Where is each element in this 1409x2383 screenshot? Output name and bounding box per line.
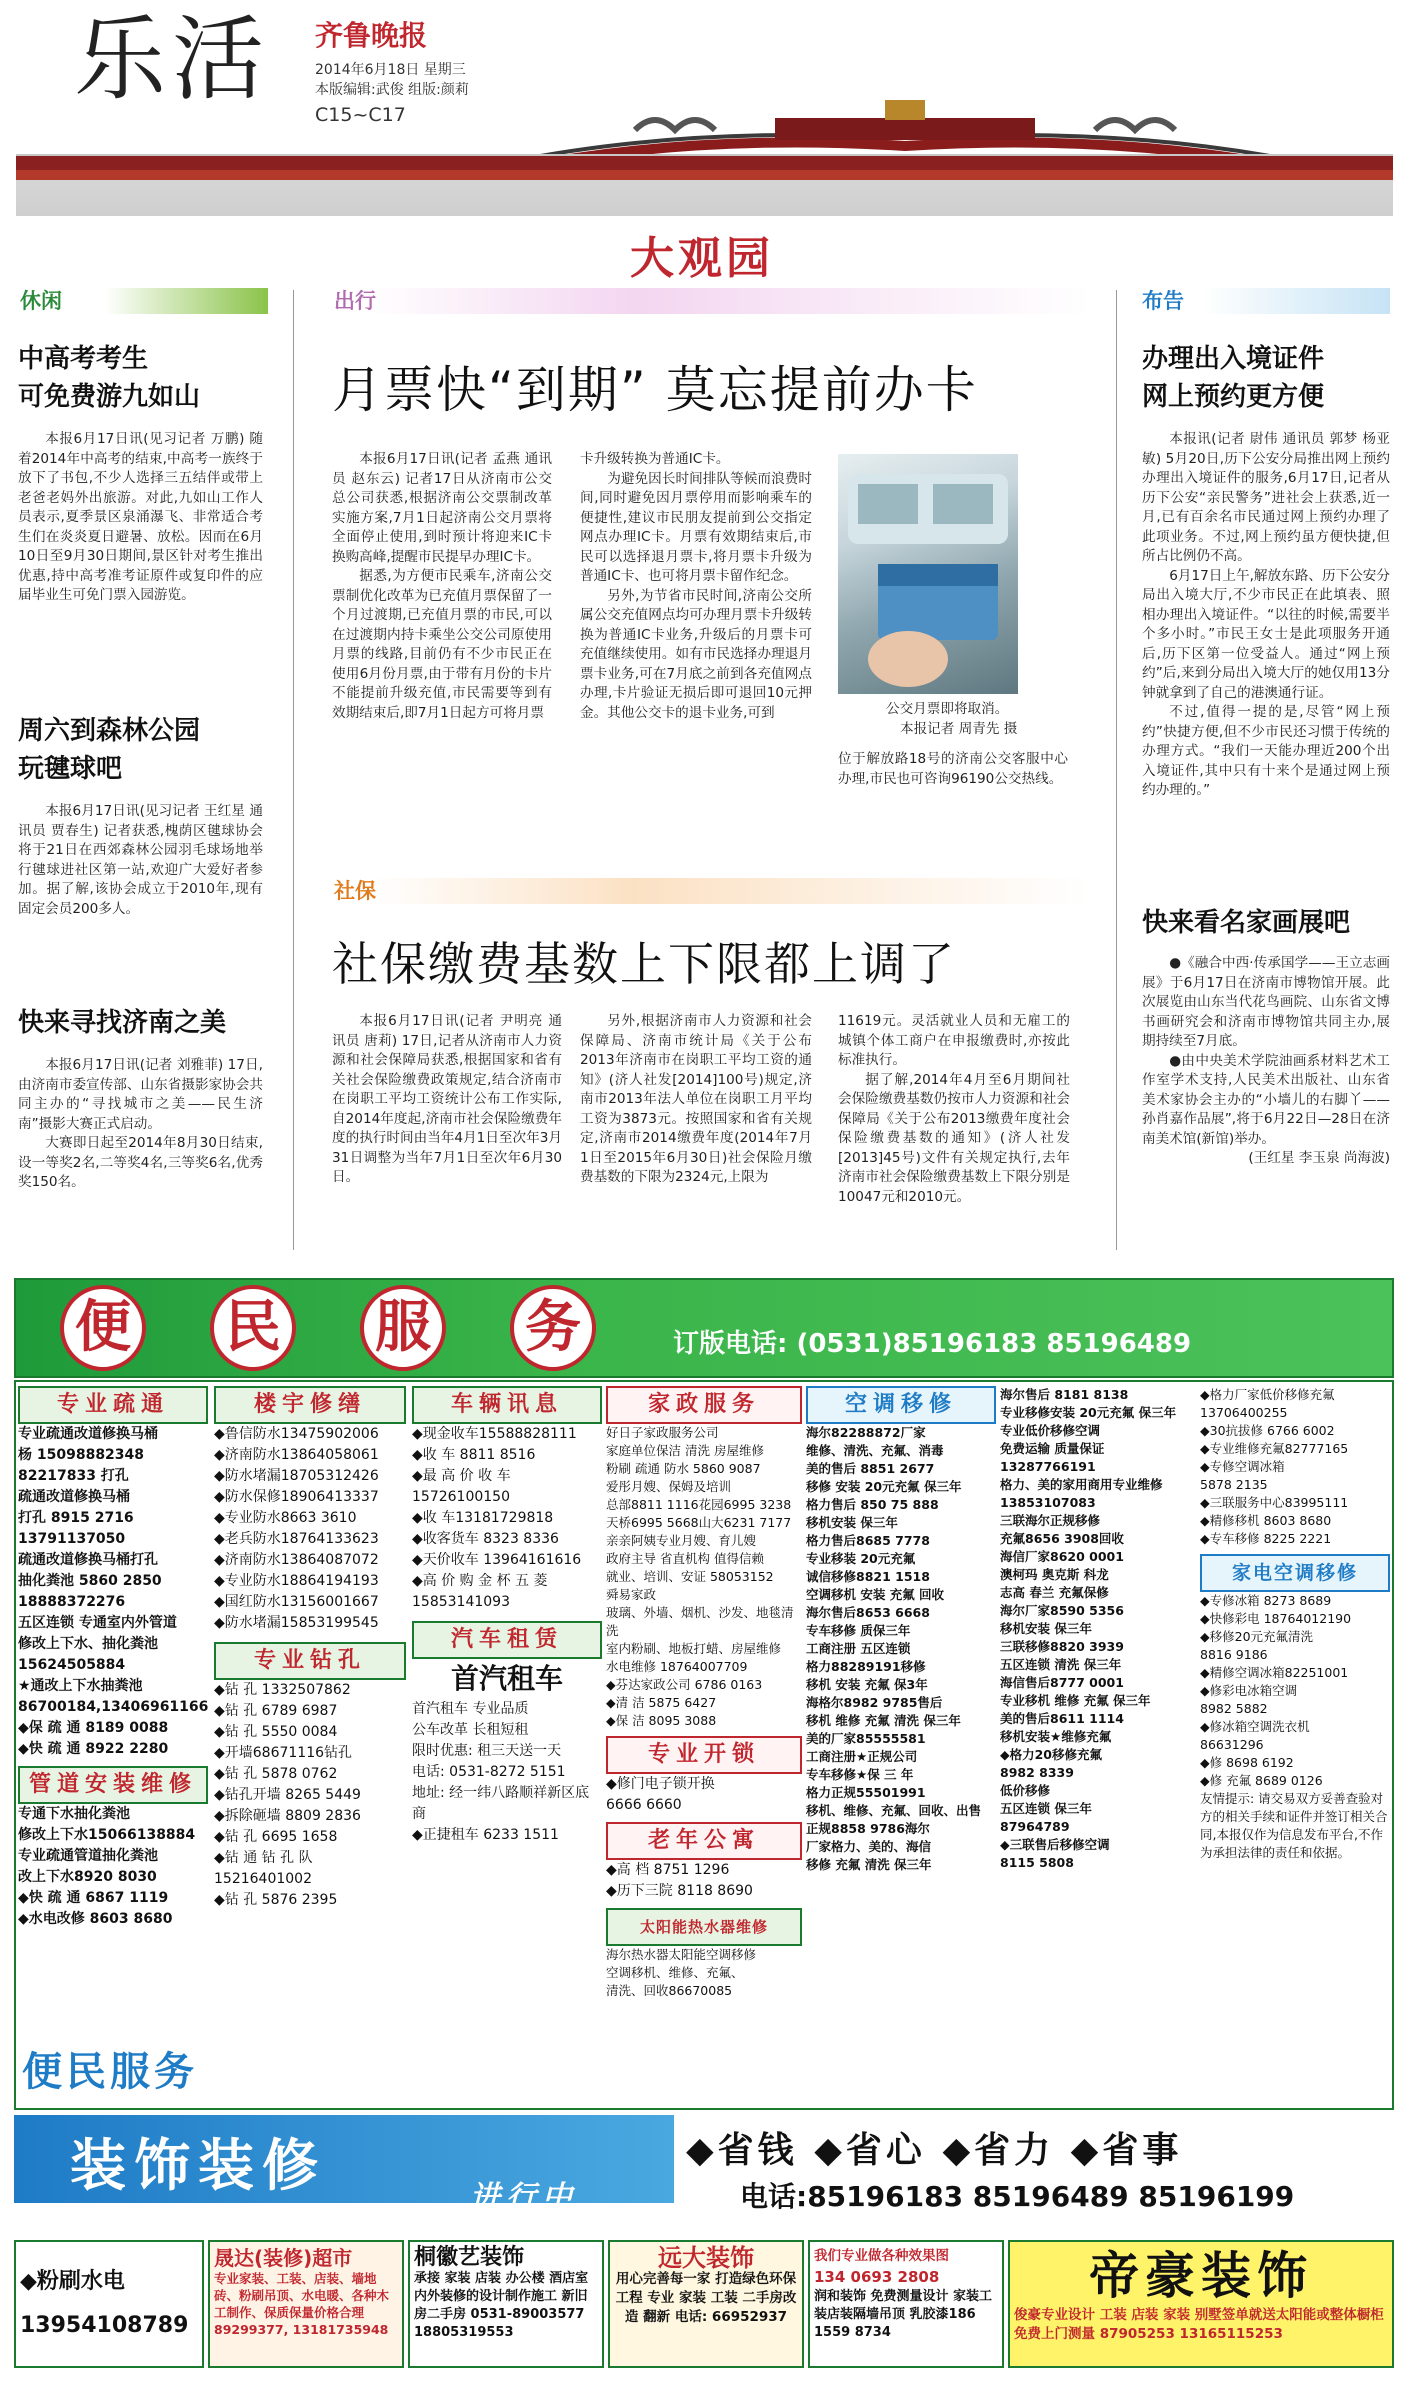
ad-line: ◆收 车13181729818 [412, 1510, 554, 1526]
ad-line: 15216401002 [214, 1871, 312, 1887]
ad-line: 免费运输 质量保证 [1000, 1441, 1105, 1456]
ad-line: ◆专修空调冰箱 [1200, 1459, 1285, 1474]
ad-line: 维修、清洗、充氟、消毒 [806, 1443, 944, 1458]
ad-line: 美的售后8611 1114 [1000, 1711, 1124, 1726]
ad-title: 帝豪装饰 [1089, 2246, 1313, 2305]
column-head: 楼宇修缮 [214, 1386, 406, 1424]
ad-column-louyu [214, 1386, 406, 1911]
ad-line: 限时优惠: 租三天送一天 [412, 1743, 562, 1759]
ad-line: 诚信移修8821 1518 [806, 1569, 930, 1584]
ad-line: ◆修冰箱空调洗衣机 [1200, 1719, 1310, 1734]
ad-line: 8115 5808 [1000, 1855, 1074, 1870]
ad-line: 移机、维修、充氟、回收、出售 [806, 1803, 982, 1818]
ad-line: 工商注册★正规公司 [806, 1749, 918, 1764]
ad-line: ◆专车移修 8225 2221 [1200, 1531, 1332, 1546]
ad-line: 修改上下水15066138884 [18, 1827, 196, 1843]
column-head: 专业钻孔 [214, 1642, 406, 1680]
section-title: 乐活 [74, 6, 271, 113]
ad-line: ◆钻 通 钻 孔 队 [214, 1850, 313, 1866]
ad-line: 格力正规55501991 [806, 1785, 926, 1800]
eave-pattern [16, 156, 1393, 216]
ad-line: 8982 8339 [1000, 1765, 1074, 1780]
ad-line: ◆济南防水13864087072 [214, 1552, 379, 1568]
ad-title: 晟达(装修)超市 [214, 2246, 353, 2270]
ad-line: 亲亲阿姨专业月嫂、育儿嫂 [606, 1533, 757, 1548]
article-body: 11619元。灵活就业人员和无雇工的城镇个体工商户在申报缴费时,亦按此标准执行。 [838, 1013, 1070, 1068]
ad-list [1200, 1592, 1390, 1862]
ad-column-jiadian [1200, 1386, 1390, 1862]
ad-line: ◆保 疏 通 8189 0088 [18, 1720, 169, 1736]
ad-line: ◆高 价 购 金 杯 五 菱 [412, 1573, 548, 1589]
ad-line: 专车移修 质保三年 [806, 1623, 911, 1638]
column-divider [1116, 290, 1117, 1250]
ad-line: 疏通改道修换马桶打孔 [18, 1552, 158, 1568]
ad-line: ◆老兵防水18764133623 [214, 1531, 379, 1547]
ad-column-kongtiao-2 [1000, 1386, 1196, 1872]
ad-line: 疏通改道修换马桶 [18, 1489, 130, 1505]
decoration-subtitle: 进行中 [470, 2180, 578, 2215]
article-body: 本报讯(记者 尉伟 通讯员 郭梦 杨亚敏) 5月20日,历下公安分局推出网上预约办理出入境证件的服务,6月17日,记者从历下公安“亲民警务”进社会上获悉,近一月,已有百余名市民通过网上预约办理了此项业务。不过,网上预约虽方便快捷,但所占比例仍不高。 [1142, 431, 1390, 564]
ad-shengda [208, 2240, 404, 2368]
ad-line: 5878 2135 [1200, 1477, 1268, 1492]
ad-line: 13791137050 [18, 1531, 126, 1547]
ad-body: 用心完善每一家 打造绿色环保工程 专业 家装 工装 二手房改造 翻新 电话: 66952937 [615, 2271, 797, 2325]
article-credit: (王红星 李玉泉 尚海波) [1248, 1150, 1390, 1166]
ad-list [18, 1424, 208, 1760]
ad-line: ◆专业维修充氟82777165 [1200, 1441, 1349, 1456]
ad-list [606, 1774, 802, 1816]
main-col3 [838, 750, 1068, 789]
main-col2 [580, 450, 812, 723]
main-col1 [332, 450, 552, 723]
column-head: 太阳能热水器维修 [606, 1908, 802, 1946]
ad-line: ◆水电改修 8603 8680 [18, 1911, 173, 1927]
ad-line: 专业疏通管道抽化粪池 [18, 1848, 158, 1864]
ad-line: ◆济南防水13864058061 [214, 1447, 379, 1463]
headline-line: 快来寻找济南之美 [18, 1008, 227, 1038]
ad-line: 正规8858 9786海尔 [806, 1821, 930, 1836]
ad-line: 专车移修★保 三 年 [806, 1767, 914, 1782]
ad-line: 打孔 8915 2716 [18, 1510, 134, 1526]
ad-line: 移机安装 保三年 [1000, 1621, 1092, 1636]
ad-line: 澳柯玛 奥克斯 科龙 [1000, 1567, 1109, 1582]
ad-line: ◆修彩电冰箱空调 [1200, 1683, 1298, 1698]
ad-line: ◆钻 孔 5878 0762 [214, 1766, 338, 1782]
ad-line: ◆现金收车15588828111 [412, 1426, 577, 1442]
ad-line: ◆钻 孔 5876 2395 [214, 1892, 338, 1908]
ad-phone: 134 0693 2808 [814, 2268, 940, 2286]
ad-line: ◆防水堵漏18705312426 [214, 1468, 379, 1484]
section-xiuxian: 休闲 [16, 288, 268, 314]
ad-fenshua [14, 2240, 204, 2368]
ad-column-jiazheng [606, 1386, 802, 2000]
ad-line: 低价移修 [1000, 1783, 1051, 1798]
ad-line: 玻璃、外墙、烟机、沙发、地毯清洗 [606, 1605, 794, 1638]
ad-line: 家庭单位保洁 清洗 房屋维修 [606, 1443, 764, 1458]
ad-line: ◆钻 孔 5550 0084 [214, 1724, 338, 1740]
ad-line: 专业移修安装 20元充氟 保三年 [1000, 1405, 1177, 1420]
ad-line: ◆钻 孔 6789 6987 [214, 1703, 338, 1719]
ad-line: ◆防水保修18906413337 [214, 1489, 379, 1505]
ad-body: 润和装饰 免费测量设计 家装工装店装隔墙吊顶 乳胶漆186 1559 8734 [814, 2289, 993, 2340]
ad-body: 专业家装、工装、店装、墙地砖、粉刷吊顶、水电暖、各种木工制作、保质保量价格合理 89299377, 13181735948 [214, 2271, 390, 2337]
ad-line: ◆历下三院 8118 8690 [606, 1883, 753, 1899]
ad-line: ◆收 车 8811 8516 [412, 1447, 536, 1463]
bus-card-photo [838, 454, 1018, 694]
ad-line: ◆收客货车 8323 8336 [412, 1531, 559, 1547]
article-body: 据了解,2014年4月至6月期间社会保险缴费基数仍按市人力资源和社会保障局《关于公布2013缴费年度社会保险缴费基数的通知》(济人社发[2013]45号)文件有关规定执行,去年济南市社会保险缴费基数上下限分别是10047元和2010元。 [838, 1071, 1070, 1205]
article-body: 卡升级转换为普通IC卡。 [580, 451, 730, 467]
ad-line: 87964789 [1000, 1819, 1070, 1834]
article-jianqiu [18, 712, 263, 919]
article-huazhan [1142, 904, 1390, 1169]
ad-line: 13853107083 [1000, 1495, 1096, 1510]
ad-line: 格力88289191移修 [806, 1659, 926, 1674]
ad-line: 82217833 打孔 [18, 1468, 129, 1484]
headline-line: 中高考考生 [18, 344, 149, 374]
ad-line: 友情提示: 请交易双方妥善查验对方的相关手续和证件并签订相关合同,本报仅作为信息发布平台,不作为承担法律的责任和依据。 [1200, 1791, 1388, 1860]
ad-line: ◆国红防水13156001667 [214, 1594, 379, 1610]
article-body: 位于解放路18号的济南公交客服中心办理,市民也可咨询96190公交热线。 [838, 751, 1068, 787]
ad-line: 舜易家政 [606, 1587, 657, 1602]
column-head: 车辆讯息 [412, 1386, 602, 1424]
article-body: 另外,根据济南市人力资源和社会保障局、济南市统计局《关于公布2013年济南市在岗职工平均工资的通知》(济人社发[2014]100号)规定,济南市2013年法人单位在岗职工月平均工资为3873元。按照国家和省有关规定,济南市2014缴费年度(2014年7月1日至2015年6月30日)社会保险月缴费基数的下限为2324元,上限为 [580, 1013, 812, 1185]
ad-line: 移修 安装 20元充氟 保三年 [806, 1479, 962, 1494]
ad-line: 专通下水抽化粪池 [18, 1806, 130, 1822]
ad-line: ◆移修20元充氟清洗 [1200, 1629, 1314, 1644]
shebao-headline: 社保缴费基数上下限都上调了 [332, 937, 956, 991]
ad-list [412, 1699, 602, 1846]
ad-line: ◆格力厂家低价移修充氟 [1200, 1387, 1335, 1402]
ad-line: 移机 维修 充氟 清洗 保三年 [806, 1713, 961, 1728]
ad-line: 15853141093 [412, 1594, 510, 1610]
article-body: 本报6月17日讯(记者 尹明亮 通讯员 唐莉) 17日,记者从济南市人力资源和社会保障局获悉,根据国家和省有关社会保险缴费政策规定,结合济南市在岗职工平均工资统计公布工作实际,自2014年度起,济南市社会保险缴费年度的执行时间由当年4月1日至次年3月31日调整为当年7月1日至次年6月30日。 [332, 1013, 562, 1185]
headline-line: 玩毽球吧 [18, 754, 123, 784]
headline-line: 办理出入境证件 [1142, 344, 1325, 374]
ad-line: 清洗、回收86670085 [606, 1983, 733, 1998]
article-body: 本报6月17日讯(见习记者 王红星 通讯员 贾春生) 记者获悉,槐荫区毽球协会将于21日在西郊森林公园羽毛球场地举行毽球进社区第一站,欢迎广大爱好者参加。据了解,该协会成立于2010年,现有固定会员200多人。 [18, 803, 263, 917]
headline-line: 周六到森林公园 [18, 716, 201, 746]
ad-line: ◆专业防水18864194193 [214, 1573, 379, 1589]
ad-line: 改上下水8920 8030 [18, 1869, 157, 1885]
column-divider [293, 290, 294, 1250]
ad-dihao [1008, 2240, 1394, 2368]
ad-line: ◆拆除砸墙 8809 2836 [214, 1808, 361, 1824]
shebao-col3 [838, 1012, 1070, 1207]
ad-line: ◆专修冰箱 8273 8689 [1200, 1593, 1332, 1608]
column-head: 空调移修 [806, 1386, 996, 1424]
ad-line: 粉刷 疏通 防水 5860 9087 [606, 1461, 761, 1476]
ad-line: 格力售后8685 7778 [806, 1533, 930, 1548]
title-char: 服 [360, 1285, 446, 1371]
ad-line: ◆最 高 价 收 车 [412, 1468, 511, 1484]
page-range: C15~C17 [315, 104, 406, 126]
ad-line: 专业低价移修空调 [1000, 1423, 1101, 1438]
ad-line: 海尔售后 8181 8138 [1000, 1387, 1129, 1402]
ad-line: 海尔热水器太阳能空调移修 [606, 1947, 757, 1962]
ad-list [806, 1424, 996, 1874]
ad-line: ◆精修移机 8603 8680 [1200, 1513, 1332, 1528]
title-char: 便 [60, 1285, 146, 1371]
ad-line: ★通改上下水抽粪池 [18, 1678, 143, 1694]
ad-title: 桐徽艺装饰 [414, 2245, 525, 2270]
article-body: ●《融合中西·传承国学——王立志画展》于6月17日在济南市博物馆开展。此次展览由山东当代花鸟画院、山东省文博书画研究会和济南市博物馆共同主办,展期持续至7月底。 [1142, 955, 1390, 1049]
ad-line: 海信厂家8620 0001 [1000, 1549, 1124, 1564]
article-jinanzhimei [18, 1004, 263, 1193]
ad-line: 三联移修8820 3939 [1000, 1639, 1124, 1654]
car-rental-brand: 首汽租车 [450, 1662, 563, 1695]
ad-line: ◆快 疏 通 6867 1119 [18, 1890, 169, 1906]
issue-date: 2014年6月18日 星期三 [315, 62, 466, 78]
ad-line: 13287766191 [1000, 1459, 1096, 1474]
ad-line: 工商注册 五区连锁 [806, 1641, 911, 1656]
editors: 本版编辑:武俊 组版:颜莉 [315, 82, 469, 98]
ad-line: 15624505884 [18, 1657, 126, 1673]
ad-line: ◆三联服务中心83995111 [1200, 1495, 1349, 1510]
article-body: ●由中央美术学院油画系材料艺术工作室学术支持,人民美术出版社、山东省美术家协会主办的“小墙儿的右脚丫——孙肖嘉作品展”,将于6月22日—28日在济南美术馆(新馆)举办。 [1142, 1052, 1390, 1147]
ad-line: 电话: 0531-8272 5151 [412, 1764, 566, 1780]
shebao-col2 [580, 1012, 812, 1188]
ad-line: ◆快修彩电 18764012190 [1200, 1611, 1352, 1626]
ad-line: 修改上下水、抽化粪池 [18, 1636, 158, 1652]
article-body: 据悉,为方便市民乘车,济南公交票制优化改革为已充值月票保留了一个月过渡期,已充值月票的市民,可以在过渡期内持卡乘坐公交公司原使用月票的线路,目前仍有不少市民正在使用6月份月票,由于带有月份的卡片不能提前升级充值,市民需要等到有效期结束后,即7月1日起方可将月票 [332, 568, 552, 721]
ad-line: 美的售后 8851 2677 [806, 1461, 935, 1476]
paper-logo: 齐鲁晚报 [315, 19, 428, 52]
ad-line: ◆钻 孔 6695 1658 [214, 1829, 338, 1845]
ad-line: 杨 15098882348 [18, 1447, 145, 1463]
ad-line: 总部8811 1116花园6995 3238 [606, 1497, 792, 1512]
section-bugao: 布告 [1138, 288, 1390, 314]
ad-title: 远大装饰 [658, 2244, 754, 2272]
article-body: 本报6月17日讯(记者 孟燕 通讯员 赵东云) 记者17日从济南市公交总公司获悉,根据济南公交票制改革实施方案,7月1日起济南公交月票将全面停止使用,到时预计将迎来IC卡换购高峰,提醒市民提早办理IC卡。 [332, 451, 552, 565]
ad-line: 移机 安装 充氟 保3年 [806, 1677, 928, 1692]
ad-line: 首汽租车 专业品质 [412, 1701, 529, 1717]
ad-column-kongtiao [806, 1386, 996, 1874]
article-body: 6月17日上午,解放东路、历下公安分局出入境大厅,不少市民正在此填表、照相办理出入境证件。“以往的时候,需要半个多小时。”市民王女士是此项服务开通后,历下区第一位受益人。通过“网上预约”后,来到分局出入境大厅的她仅用13分钟就拿到了自己的港澳通行证。 [1142, 567, 1390, 701]
column-head: 汽车租赁 [412, 1621, 602, 1659]
ad-line: 海信售后8777 0001 [1000, 1675, 1124, 1690]
ad-line: 8982 5882 [1200, 1701, 1268, 1716]
ad-line: ◆钻孔开墙 8265 5449 [214, 1787, 361, 1803]
photo-caption: 公交月票即将取消。 [886, 701, 1009, 717]
ad-line: 海尔82288872厂家 [806, 1425, 926, 1440]
ad-line: 五区连锁 清洗 保三年 [1000, 1657, 1122, 1672]
ad-line: ◆芬达家政公司 6786 0163 [606, 1677, 763, 1692]
ad-line: 抽化粪池 5860 2850 [18, 1573, 162, 1589]
article-body: 为避免因长时间排队等候而浪费时间,同时避免因月票停用而影响乘车的便捷性,建议市民朋友提前到公交指定网点办理IC卡。月票有效期结束后,市民可以选择退月票卡,将月票卡升级为普通IC卡、也可将月票卡留作纪念。 [580, 470, 812, 584]
article-body: 不过,值得一提的是,尽管“网上预约”快捷方便,但不少市民还习惯于传统的办理方式。“我们一天能办理近200个出入境证件,其中只有十来个是通过网上预约办理的。” [1142, 704, 1390, 798]
ad-line: ◆鲁信防水13475902006 [214, 1426, 379, 1442]
ad-line: 专业疏通改道修换马桶 [18, 1426, 158, 1442]
ad-line: 8816 9186 [1200, 1647, 1268, 1662]
ad-line: ◆修 8698 6192 [1200, 1755, 1294, 1770]
ad-list [214, 1424, 406, 1634]
main-headline: 月票快“到期” 莫忘提前办卡 [332, 361, 978, 419]
ad-list [18, 1804, 208, 1930]
headline-line: 快来看名家画展吧 [1142, 908, 1351, 938]
ad-line: 86700184,13406961166 [18, 1699, 209, 1715]
ad-line: 15726100150 [412, 1489, 510, 1505]
classified-footer-tag: 便民服务 [22, 2048, 198, 2095]
column-head: 专业开锁 [606, 1736, 802, 1774]
ad-list [1000, 1386, 1196, 1872]
column-head: 专业疏通 [18, 1386, 208, 1424]
ad-line: ◆清 洁 5875 6427 [606, 1695, 717, 1710]
ad-list [606, 1860, 802, 1902]
ad-column-cheliang [412, 1386, 602, 1846]
ad-column-shutong [18, 1386, 208, 1930]
ad-line: 海尔厂家8590 5356 [1000, 1603, 1124, 1618]
ad-list [214, 1680, 406, 1911]
ad-yuanda [608, 2240, 804, 2368]
article-body: 另外,为节省市民时间,济南公交所属公交充值网点均可办理月票卡升级转换为普通IC卡业务,升级后的月票卡可充值继续使用。如有市民选择办理退月票卡业务,可在7月底之前到各充值网点办理,卡片验证无损后即可退回10元押金。其他公交卡的退卡业务,可到 [580, 587, 812, 721]
title-char: 民 [210, 1285, 296, 1371]
ad-line: 爱彤月嫂、保姆及培训 [606, 1479, 732, 1494]
article-body: 本报6月17日讯(记者 刘雅菲) 17日,由济南市委宣传部、山东省摄影家协会共同主办的“寻找城市之美——民生济南”摄影大赛正式启动。 [18, 1057, 263, 1132]
ad-line: 海尔售后8653 6668 [806, 1605, 930, 1620]
ad-body: 俊豪专业设计 工装 店装 家装 别墅签单就送太阳能或整体橱柜 免费上门测量 87905253 13165115253 [1014, 2307, 1384, 2342]
ad-line: ◆三联售后移修空调 [1000, 1837, 1110, 1852]
ad-line: 五区连锁 保三年 [1000, 1801, 1092, 1816]
ad-line: 地址: 经一纬八路顺祥新区底商 [412, 1785, 590, 1822]
ad-line: ◆开墙68671116钻孔 [214, 1745, 353, 1761]
ad-line: ◆天价收车 13964161616 [412, 1552, 582, 1568]
ad-line: 水电维修 18764007709 [606, 1659, 748, 1674]
ad-line: 6666 6660 [606, 1797, 682, 1813]
ad-line: 政府主导 省直机构 值得信赖 [606, 1551, 764, 1566]
ad-line: ◆格力20移修充氟 [1000, 1747, 1103, 1762]
ad-line: ◆精修空调冰箱82251001 [1200, 1665, 1349, 1680]
ad-line: ◆高 档 8751 1296 [606, 1862, 730, 1878]
ad-list [1200, 1386, 1390, 1548]
column-head: 老年公寓 [606, 1822, 802, 1860]
ad-line: 格力、美的家用商用专业维修 [1000, 1477, 1163, 1492]
ad-line: 海格尔8982 9785售后 [806, 1695, 943, 1710]
ad-line: 移修 充氟 清洗 保三年 [806, 1857, 932, 1872]
header-banner [16, 154, 1393, 216]
order-phone: 订版电话: (0531)85196183 85196489 [673, 1329, 1192, 1359]
ad-line: 18888372276 [18, 1594, 126, 1610]
ad-line: 86631296 [1200, 1737, 1264, 1752]
ad-line: 移机安装★维修充氟 [1000, 1729, 1112, 1744]
ad-line: 天桥6995 5668山大6231 7177 [606, 1515, 792, 1530]
shebao-col1 [332, 1012, 562, 1188]
article-jiurushan [18, 340, 263, 606]
ad-line: 厂家格力、美的、海信 [806, 1839, 932, 1854]
ad-line: ◆修门电子锁开换 [606, 1776, 715, 1792]
headline-line: 网上预约更方便 [1142, 382, 1325, 412]
ad-line: 充氟8656 3908回收 [1000, 1531, 1124, 1546]
ad-line: 空调移机 安装 充氟 回收 [806, 1587, 945, 1602]
photo-caption-block [886, 700, 1046, 720]
photo-credit: 本报记者 周青先 摄 [900, 721, 1018, 737]
article-churujing [1142, 340, 1390, 801]
ad-line: ◆钻 孔 1332507862 [214, 1682, 351, 1698]
decoration-phone: 电话:85196183 85196489 85196199 [740, 2180, 1295, 2213]
ad-tonghui [408, 2240, 604, 2368]
ad-line: ◆30抗拔修 6766 6002 [1200, 1423, 1335, 1438]
ad-line: ◆专业防水8663 3610 [214, 1510, 357, 1526]
ad-line: ◆修 充氟 8689 0126 [1200, 1773, 1323, 1788]
ad-list [412, 1424, 602, 1613]
column-name: 大观园 [630, 233, 774, 284]
ad-line: ◆正捷租车 6233 1511 [412, 1827, 559, 1843]
ad-line: 五区连锁 专通室内外管道 [18, 1615, 177, 1631]
decoration-title: 装饰装修 [70, 2133, 326, 2199]
ad-line: ◆防水堵漏15853199545 [214, 1615, 379, 1631]
ad-line: 室内粉刷、地板打蜡、房屋维修 [606, 1641, 782, 1656]
ad-body: 承接 家装 店装 办公楼 酒店室内外装修的设计制作施工 新旧房二手房 0531-89003577 18805319553 [414, 2271, 589, 2340]
ad-line: 美的厂家85555581 [806, 1731, 926, 1746]
section-chuxing: 出行 [330, 288, 1090, 314]
ad-line: 专业移装 20元充氟 [806, 1551, 916, 1566]
column-head: 管道安装维修 [18, 1766, 208, 1804]
ad-line: 三联海尔正规移修 [1000, 1513, 1101, 1528]
column-head: 家电空调移修 [1200, 1554, 1390, 1592]
ad-line: ◆保 洁 8095 3088 [606, 1713, 717, 1728]
ad-title: 我们专业做各种效果图 [814, 2248, 949, 2264]
title-char: 务 [510, 1285, 596, 1371]
ad-line: 空调移机、维修、充氟、 [606, 1965, 744, 1980]
ad-phone: 13954108789 [20, 2313, 189, 2338]
section-shebao: 社保 [330, 878, 1090, 904]
column-head: 家政服务 [606, 1386, 802, 1424]
ad-line: 专业移机 维修 充氟 保三年 [1000, 1693, 1151, 1708]
ad-list [606, 1946, 802, 2000]
ad-line: 志高 春兰 充氟保修 [1000, 1585, 1109, 1600]
ad-line: 格力售后 850 75 888 [806, 1497, 939, 1512]
headline-line: 可免费游九如山 [18, 382, 201, 412]
photo-illustration [838, 454, 1018, 694]
decoration-slogan: ◆省钱 ◆省心 ◆省力 ◆省事 [686, 2130, 1183, 2171]
ad-title: ◆粉刷水电 [20, 2269, 125, 2294]
ad-line: 公车改革 长租短租 [412, 1722, 529, 1738]
article-body: 大赛即日起至2014年8月30日结束,设一等奖2名,二等奖4名,三等奖6名,优秀奖150名。 [18, 1135, 263, 1190]
ad-list [606, 1424, 802, 1730]
ad-line: 好日子家政服务公司 [606, 1425, 719, 1440]
ad-line: 就业、培训、安证 58053152 [606, 1569, 774, 1584]
ad-runhe [808, 2240, 1004, 2368]
ad-line: 13706400255 [1200, 1405, 1288, 1420]
ad-line: ◆快 疏 通 8922 2280 [18, 1741, 169, 1757]
article-body: 本报6月17日讯(见习记者 万鹏) 随着2014年中高考的结束,中高考一族终于放下了书包,不少人选择三五结伴或带上老爸老妈外出旅游。对此,九如山工作人员表示,夏季景区泉涌瀑飞、非常适合考生们在炎炎夏日避暑、放松。因而在6月10日至9月30日期间,景区针对考生推出优惠,持中高考准考证原件或复印件的应届毕业生可免门票入园游览。 [18, 431, 263, 603]
ad-line: 移机安装 保三年 [806, 1515, 898, 1530]
